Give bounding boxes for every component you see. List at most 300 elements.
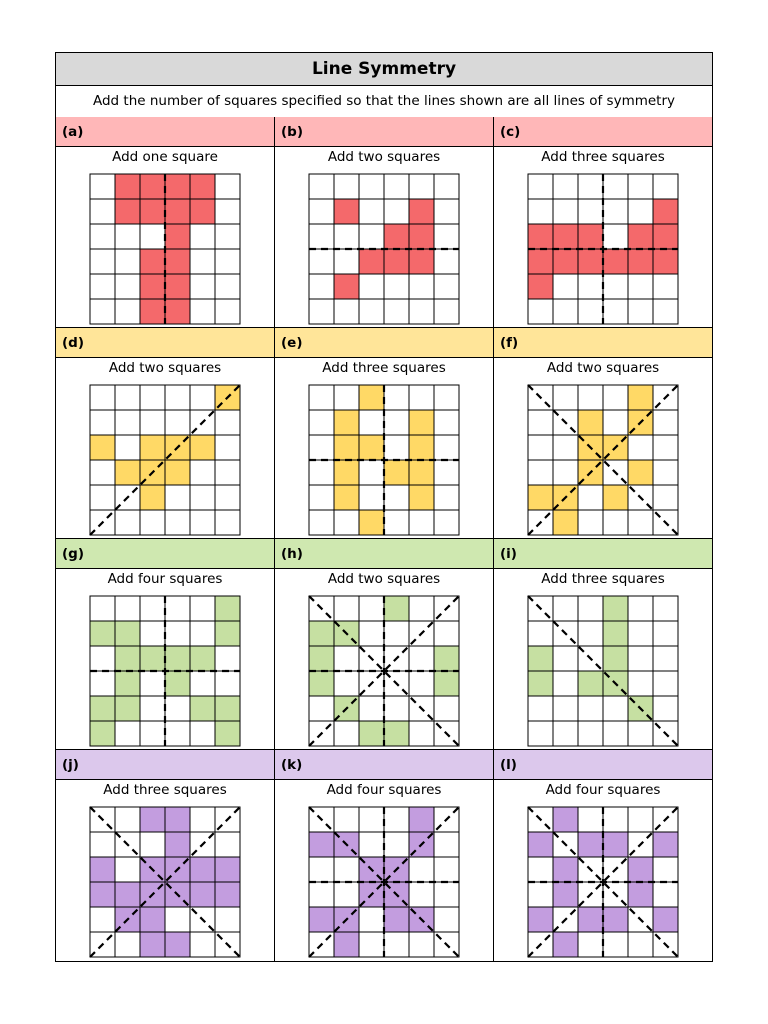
grid-square	[578, 485, 603, 510]
grid-square	[309, 174, 334, 199]
grid-square	[190, 224, 215, 249]
grid-square	[528, 882, 553, 907]
grid-square	[190, 485, 215, 510]
grid-square	[603, 932, 628, 957]
shaded-square	[603, 596, 628, 621]
grid-square	[553, 174, 578, 199]
shaded-square	[578, 224, 603, 249]
grid-square	[653, 485, 678, 510]
grid-square	[528, 857, 553, 882]
puzzle-instruction: Add two squares	[108, 360, 222, 376]
grid-square	[90, 460, 115, 485]
grid-square	[140, 621, 165, 646]
grid-square	[215, 274, 240, 299]
shaded-square	[190, 857, 215, 882]
shaded-square	[140, 907, 165, 932]
shaded-square	[553, 807, 578, 832]
grid-square	[165, 621, 190, 646]
shaded-square	[165, 249, 190, 274]
shaded-square	[603, 832, 628, 857]
grid-square	[653, 410, 678, 435]
shaded-square	[190, 174, 215, 199]
grid-square	[190, 249, 215, 274]
grid-square	[653, 299, 678, 324]
shaded-square	[578, 410, 603, 435]
shaded-square	[334, 410, 359, 435]
grid-square	[528, 435, 553, 460]
grid-square	[334, 721, 359, 746]
shaded-square	[334, 932, 359, 957]
shaded-square	[115, 882, 140, 907]
grid-square	[309, 410, 334, 435]
shaded-square	[553, 224, 578, 249]
shaded-square	[115, 621, 140, 646]
grid-square	[628, 807, 653, 832]
grid-square	[653, 696, 678, 721]
grid-square	[90, 199, 115, 224]
shaded-square	[603, 249, 628, 274]
puzzle-label: (i)	[494, 539, 712, 569]
grid-square	[653, 460, 678, 485]
puzzle-grid-squares	[308, 806, 460, 958]
grid-square	[384, 485, 409, 510]
grid-square	[603, 174, 628, 199]
shaded-square	[115, 696, 140, 721]
grid-square	[578, 510, 603, 535]
grid-square	[115, 596, 140, 621]
puzzle-panel	[56, 117, 275, 328]
shaded-square	[215, 621, 240, 646]
grid-square	[553, 721, 578, 746]
grid-square	[215, 174, 240, 199]
grid-square	[334, 807, 359, 832]
grid-square	[628, 199, 653, 224]
grid-square	[434, 696, 459, 721]
grid-square	[115, 249, 140, 274]
grid-square	[190, 385, 215, 410]
puzzle-grid-squares	[89, 595, 241, 747]
shaded-square	[409, 410, 434, 435]
grid-square	[384, 299, 409, 324]
grid-square	[434, 274, 459, 299]
shaded-square	[215, 596, 240, 621]
puzzle-grid-squares	[527, 595, 679, 747]
grid-square	[578, 174, 603, 199]
grid-square	[628, 646, 653, 671]
grid-square	[384, 621, 409, 646]
grid-square	[553, 671, 578, 696]
grid-square	[115, 299, 140, 324]
puzzle-instruction: Add three squares	[541, 149, 665, 165]
shaded-square	[334, 485, 359, 510]
shaded-square	[578, 249, 603, 274]
grid-square	[603, 510, 628, 535]
grid-square	[215, 907, 240, 932]
shaded-square	[115, 671, 140, 696]
puzzle-label: (f)	[494, 328, 712, 358]
shaded-square	[603, 907, 628, 932]
grid-square	[578, 596, 603, 621]
shaded-square	[140, 646, 165, 671]
grid-square	[628, 932, 653, 957]
grid-square	[215, 485, 240, 510]
grid-square	[359, 596, 384, 621]
grid-square	[434, 299, 459, 324]
grid-square	[190, 460, 215, 485]
grid-square	[553, 646, 578, 671]
grid-square	[384, 385, 409, 410]
grid-square	[628, 299, 653, 324]
shaded-square	[115, 199, 140, 224]
shaded-square	[165, 224, 190, 249]
grid-square	[409, 174, 434, 199]
puzzle-panel	[56, 750, 275, 961]
grid-square	[359, 199, 384, 224]
grid-square	[409, 385, 434, 410]
shaded-square	[334, 435, 359, 460]
grid-square	[409, 596, 434, 621]
shaded-square	[309, 621, 334, 646]
grid-square	[165, 721, 190, 746]
shaded-square	[409, 249, 434, 274]
shaded-square	[165, 174, 190, 199]
grid-square	[309, 857, 334, 882]
shaded-square	[309, 671, 334, 696]
grid-square	[90, 249, 115, 274]
grid-square	[115, 224, 140, 249]
grid-square	[140, 596, 165, 621]
shaded-square	[553, 510, 578, 535]
grid-square	[309, 460, 334, 485]
puzzle-grid-squares	[308, 384, 460, 536]
shaded-square	[140, 249, 165, 274]
shaded-square	[309, 832, 334, 857]
grid-square	[603, 224, 628, 249]
grid-square	[384, 199, 409, 224]
grid-square	[215, 299, 240, 324]
grid-square	[359, 174, 384, 199]
shaded-square	[90, 696, 115, 721]
grid-square	[190, 510, 215, 535]
grid-square	[359, 807, 384, 832]
grid-square	[190, 807, 215, 832]
grid-square	[434, 224, 459, 249]
puzzle-grid-squares	[527, 384, 679, 536]
shaded-square	[628, 460, 653, 485]
shaded-square	[140, 807, 165, 832]
shaded-square	[628, 882, 653, 907]
shaded-square	[603, 485, 628, 510]
grid-square	[165, 385, 190, 410]
puzzle-label: (j)	[56, 750, 274, 780]
shaded-square	[115, 460, 140, 485]
shaded-square	[359, 385, 384, 410]
shaded-square	[628, 857, 653, 882]
grid-square	[90, 646, 115, 671]
puzzle-label: (g)	[56, 539, 274, 569]
grid-square	[140, 696, 165, 721]
shaded-square	[165, 807, 190, 832]
grid-square	[434, 199, 459, 224]
grid-square	[603, 807, 628, 832]
grid-square	[628, 621, 653, 646]
shaded-square	[165, 832, 190, 857]
grid-square	[528, 460, 553, 485]
shaded-square	[409, 224, 434, 249]
shaded-square	[384, 460, 409, 485]
grid-square	[215, 410, 240, 435]
grid-square	[334, 224, 359, 249]
grid-square	[309, 696, 334, 721]
grid-square	[165, 510, 190, 535]
shaded-square	[90, 857, 115, 882]
puzzle-instruction: Add two squares	[327, 571, 441, 587]
shaded-square	[553, 932, 578, 957]
grid-square	[115, 385, 140, 410]
grid-square	[603, 696, 628, 721]
shaded-square	[434, 671, 459, 696]
grid-square	[578, 621, 603, 646]
grid-square	[309, 249, 334, 274]
grid-square	[140, 410, 165, 435]
grid-square	[528, 696, 553, 721]
grid-square	[334, 596, 359, 621]
puzzle-instruction: Add two squares	[327, 149, 441, 165]
grid-square	[528, 621, 553, 646]
puzzle-instruction: Add four squares	[545, 782, 661, 798]
grid-square	[384, 510, 409, 535]
grid-square	[90, 224, 115, 249]
grid-square	[309, 274, 334, 299]
shaded-square	[528, 249, 553, 274]
shaded-square	[140, 174, 165, 199]
shaded-square	[215, 857, 240, 882]
grid-square	[384, 832, 409, 857]
puzzle-grid-squares	[527, 173, 679, 325]
grid-square	[628, 671, 653, 696]
grid-square	[165, 596, 190, 621]
grid-square	[409, 671, 434, 696]
grid-square	[115, 435, 140, 460]
shaded-square	[528, 224, 553, 249]
grid-square	[215, 460, 240, 485]
grid-square	[215, 199, 240, 224]
grid-square	[409, 510, 434, 535]
grid-square	[215, 249, 240, 274]
grid-square	[553, 199, 578, 224]
grid-square	[334, 882, 359, 907]
shaded-square	[628, 385, 653, 410]
shaded-square	[653, 832, 678, 857]
grid-square	[434, 832, 459, 857]
grid-square	[165, 696, 190, 721]
puzzle-grid-squares	[308, 595, 460, 747]
grid-square	[190, 932, 215, 957]
puzzle-instruction: Add three squares	[541, 571, 665, 587]
shaded-square	[165, 932, 190, 957]
shaded-square	[653, 907, 678, 932]
grid-square	[553, 299, 578, 324]
grid-square	[578, 385, 603, 410]
grid-square	[653, 274, 678, 299]
grid-square	[190, 621, 215, 646]
grid-square	[628, 510, 653, 535]
grid-square	[434, 460, 459, 485]
puzzle-grid-squares	[89, 806, 241, 958]
grid-square	[528, 174, 553, 199]
grid-square	[90, 485, 115, 510]
shaded-square	[409, 460, 434, 485]
grid-square	[578, 299, 603, 324]
grid-square	[359, 485, 384, 510]
puzzle-instruction: Add two squares	[546, 360, 660, 376]
grid-square	[165, 410, 190, 435]
shaded-square	[528, 671, 553, 696]
grid-square	[409, 721, 434, 746]
grid-square	[90, 299, 115, 324]
grid-square	[140, 832, 165, 857]
grid-square	[434, 249, 459, 274]
puzzle-panel	[56, 539, 275, 750]
puzzle-instruction: Add four squares	[107, 571, 223, 587]
grid-square	[653, 596, 678, 621]
puzzle-label: (e)	[275, 328, 493, 358]
grid-square	[434, 174, 459, 199]
grid-square	[334, 857, 359, 882]
grid-square	[359, 224, 384, 249]
grid-square	[578, 807, 603, 832]
grid-square	[215, 646, 240, 671]
shaded-square	[215, 882, 240, 907]
grid-square	[384, 274, 409, 299]
puzzle-panel	[275, 539, 494, 750]
puzzle-panel	[494, 539, 712, 750]
grid-square	[628, 174, 653, 199]
shaded-square	[140, 274, 165, 299]
grid-square	[603, 199, 628, 224]
grid-square	[434, 410, 459, 435]
puzzle-grid-squares	[89, 384, 241, 536]
shaded-square	[90, 621, 115, 646]
grid-square	[115, 807, 140, 832]
grid-square	[90, 907, 115, 932]
grid-square	[334, 646, 359, 671]
shaded-square	[359, 721, 384, 746]
grid-square	[578, 274, 603, 299]
grid-square	[653, 646, 678, 671]
grid-square	[140, 510, 165, 535]
shaded-square	[140, 435, 165, 460]
puzzle-panel	[494, 117, 712, 328]
grid-square	[603, 410, 628, 435]
grid-square	[653, 671, 678, 696]
grid-square	[309, 435, 334, 460]
shaded-square	[384, 721, 409, 746]
grid-square	[384, 410, 409, 435]
shaded-square	[90, 882, 115, 907]
grid-square	[359, 621, 384, 646]
puzzle-panel	[56, 328, 275, 539]
grid-square	[165, 485, 190, 510]
shaded-square	[90, 721, 115, 746]
shaded-square	[359, 249, 384, 274]
shaded-square	[359, 435, 384, 460]
grid-square	[190, 274, 215, 299]
shaded-square	[528, 907, 553, 932]
shaded-square	[190, 435, 215, 460]
shaded-square	[528, 646, 553, 671]
shaded-square	[165, 671, 190, 696]
grid-square	[334, 174, 359, 199]
grid-square	[190, 671, 215, 696]
shaded-square	[359, 510, 384, 535]
grid-square	[384, 696, 409, 721]
shaded-square	[165, 199, 190, 224]
shaded-square	[165, 460, 190, 485]
grid-square	[309, 882, 334, 907]
shaded-square	[578, 671, 603, 696]
grid-square	[409, 299, 434, 324]
grid-square	[309, 199, 334, 224]
grid-square	[359, 907, 384, 932]
grid-square	[90, 174, 115, 199]
grid-square	[359, 832, 384, 857]
shaded-square	[215, 696, 240, 721]
grid-square	[90, 274, 115, 299]
grid-square	[409, 932, 434, 957]
shaded-square	[384, 224, 409, 249]
grid-square	[528, 721, 553, 746]
grid-square	[628, 721, 653, 746]
puzzle-label: (a)	[56, 117, 274, 147]
grid-square	[653, 435, 678, 460]
puzzle-panel	[494, 328, 712, 539]
shaded-square	[553, 857, 578, 882]
grid-square	[359, 932, 384, 957]
grid-square	[334, 671, 359, 696]
grid-square	[603, 299, 628, 324]
puzzle-label: (h)	[275, 539, 493, 569]
grid-square	[434, 385, 459, 410]
puzzle-panel	[275, 117, 494, 328]
shaded-square	[165, 299, 190, 324]
shaded-square	[578, 832, 603, 857]
shaded-square	[409, 199, 434, 224]
grid-square	[90, 385, 115, 410]
grid-square	[553, 385, 578, 410]
puzzle-grid-squares	[89, 173, 241, 325]
grid-square	[603, 385, 628, 410]
grid-square	[434, 621, 459, 646]
grid-square	[553, 460, 578, 485]
puzzle-grid-squares	[527, 806, 679, 958]
shaded-square	[528, 832, 553, 857]
shaded-square	[140, 932, 165, 957]
grid-square	[528, 299, 553, 324]
shaded-square	[90, 435, 115, 460]
shaded-square	[384, 249, 409, 274]
grid-square	[653, 174, 678, 199]
grid-square	[309, 224, 334, 249]
grid-square	[140, 224, 165, 249]
grid-square	[190, 721, 215, 746]
shaded-square	[190, 199, 215, 224]
shaded-square	[165, 274, 190, 299]
puzzle-instruction: Add one square	[112, 149, 218, 165]
grid-square	[359, 696, 384, 721]
grid-square	[140, 721, 165, 746]
shaded-square	[334, 460, 359, 485]
